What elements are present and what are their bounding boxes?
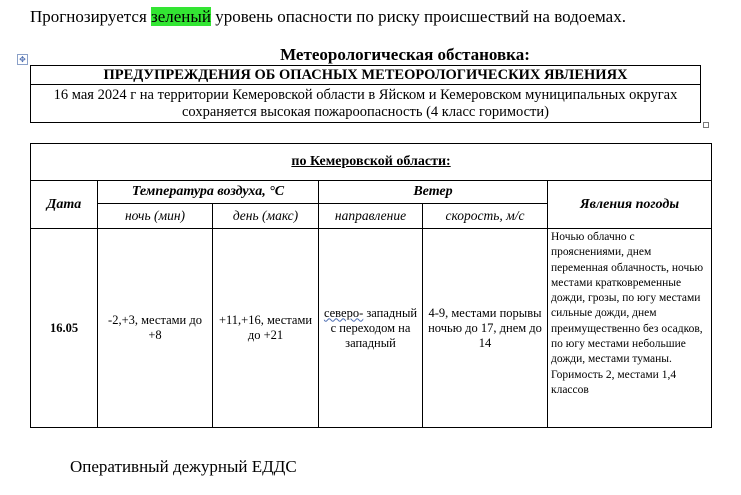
danger-level-highlight: зеленый	[151, 7, 211, 26]
row-wind-speed: 4-9, местами порывы ночью до 17, днем до 14	[423, 229, 548, 428]
forecast-line	[30, 7, 626, 27]
warnings-table	[30, 65, 701, 123]
header-wind-speed: скорость, м/с	[423, 204, 548, 229]
meteo-title: Метеорологическая обстановка:	[280, 45, 530, 64]
table-move-handle-icon[interactable]: ✥	[17, 54, 28, 65]
row-temp-night: -2,+3, местами до +8	[98, 229, 213, 428]
table-resize-handle-icon[interactable]	[703, 122, 709, 128]
spellcheck-word: северо-	[323, 305, 364, 320]
row-temp-day: +11,+16, местами до +21	[213, 229, 319, 428]
header-temp-day: день (макс)	[213, 204, 319, 229]
header-temp-night: ночь (мин)	[98, 204, 213, 229]
header-wind: Ветер	[319, 181, 548, 204]
row-wind-direction	[319, 229, 423, 428]
header-temperature: Температура воздуха, °С	[98, 181, 319, 204]
header-date: Дата	[31, 181, 98, 229]
table-row	[31, 229, 712, 428]
row-date: 16.05	[31, 229, 98, 428]
forecast-text-after: уровень опасности по риску происшествий на водоемах.	[210, 7, 626, 26]
forecast-text-before: Прогнозируется	[30, 7, 152, 26]
warnings-header: ПРЕДУПРЕЖДЕНИЯ ОБ ОПАСНЫХ МЕТЕОРОЛОГИЧЕСКИХ ЯВЛЕНИЯХ	[31, 66, 701, 85]
row-phenomena: Ночью облачно с прояснениями, днем переменная облачность, ночью местами кратковременные дожди, грозы, по югу местами сильные дожди, днем преимущественно без осадков, по югу местами небольшие дожди, местами туманы. Горимость 2, местами 1,4 классов	[548, 229, 712, 428]
wind-direction-rest: западный с переходом на западный	[330, 305, 418, 350]
weather-table	[30, 143, 712, 428]
warnings-text: 16 мая 2024 г на территории Кемеровской области в Яйском и Кемеровском муниципальных округах сохраняется высокая пожароопасность (4 класс горимости)	[31, 85, 701, 123]
weather-table-title: по Кемеровской области:	[31, 144, 712, 181]
header-phenomena: Явления погоды	[548, 181, 712, 229]
footer-signature: Оперативный дежурный ЕДДС	[70, 457, 297, 476]
header-wind-direction: направление	[319, 204, 423, 229]
